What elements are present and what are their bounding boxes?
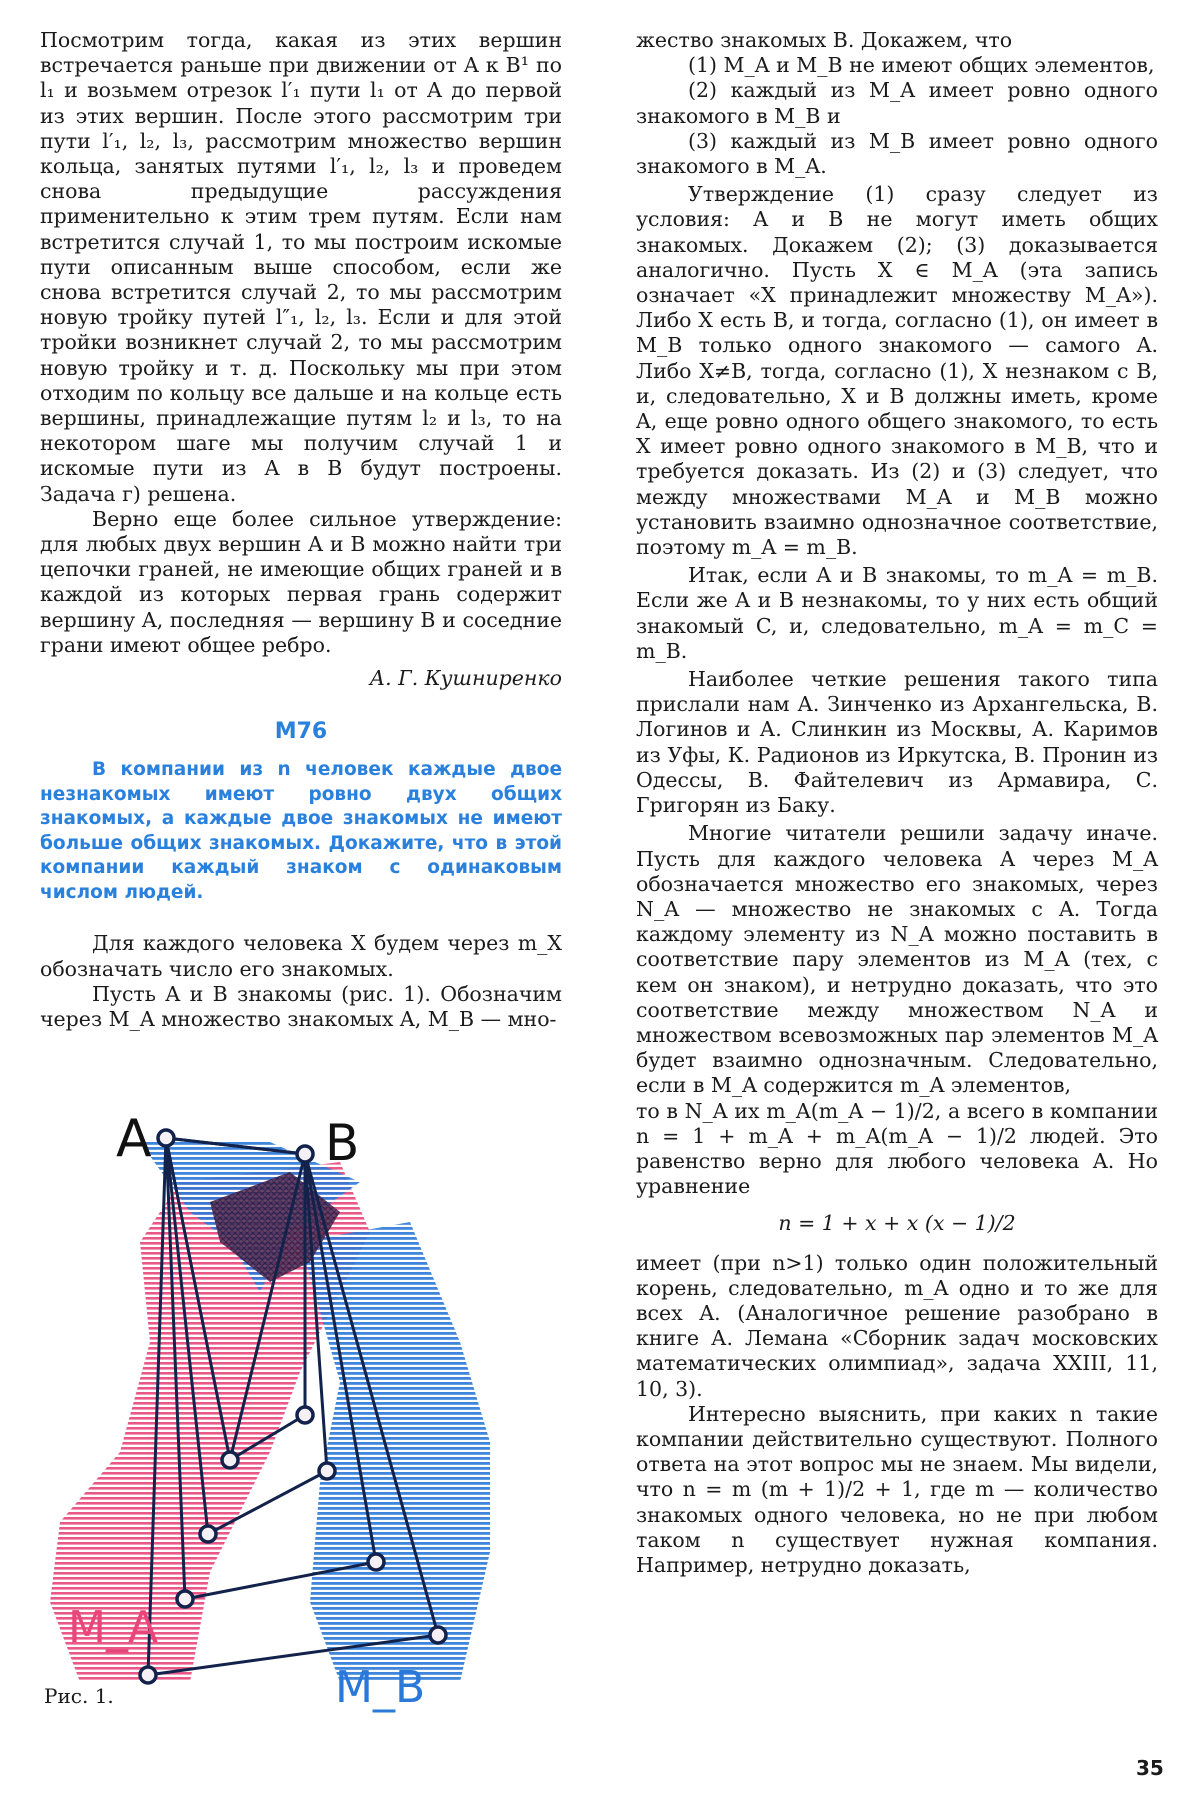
paragraph-alt-solution: Многие читатели решили задачу иначе. Пусть для каждого человека A через M_A обозначается множество его знакомых, через N_A — множество не знакомых с A. Тогда каждому элементу из N_A можно поставить в соответствие пару элементов из M_A (тех, с кем он знаком), и нетрудно доказать, что это соответствие между множеством N_A и множеством всевозможных пар элементов M_A будет взаимно однозначным. Следовательно, если в M_A содержится m_A элементов, [636, 821, 1158, 1098]
paragraph-solvers: Наиболее четкие решения такого типа прислали нам А. Зинченко из Архангельска, В. Логинов и А. Слинкин из Москвы, А. Каримов из Уфы, К. Радионов из Иркутска, В. Пронин из Одессы, В. Файтелевич из Армавира, С. Григорян из Баку. [636, 667, 1158, 818]
problem-statement: В компании из n человек каждые двое незнакомых имеют ровно двух общих знакомых, а каждые двое знакомых не имеют больше общих знакомых. Докажите, что в этой компании каждый знаком с одинаковым числом людей. [40, 759, 562, 903]
paragraph-alt-solution-cont: то в N_A их m_A(m_A − 1)/2, а всего в компании n = 1 + m_A + m_A(m_A − 1)/2 людей. Это равенство верно для любого человека A. Но уравнение [636, 1098, 1158, 1199]
paragraph-setup: Пусть A и B знакомы (рис. 1). Обозначим через M_A множество знакомых A, M_B — мно- [40, 981, 562, 1032]
label-a: A [116, 1109, 152, 1169]
paragraph-root: имеет (при n>1) только один положительный корень, следовательно, m_A одно и то же для всех A. (Аналогичное решение разобрано в книге А. Лемана «Сборник задач московских математических олимпиад», задача XXIII, 11, 10, 3). [636, 1250, 1158, 1401]
paragraph-stronger-claim: Верно еще более сильное утверждение: для любых двух вершин A и B можно найти три цепочки граней, не имеющие общих граней и в каждой из которых первая грань содержит вершину A, последняя — вершину B и соседние грани имеют общее ребро. [40, 506, 562, 657]
paragraph-existence: Интересно выяснить, при каких n такие компании действительно существуют. Полного ответа на этот вопрос мы не знаем. Мы видели, что n = m (m + 1)/2 + 1, где m — количество знакомых одного человека, но не при любом таком n существует нужная компания. Например, нетрудно доказать, [636, 1401, 1158, 1577]
label-mb: M_B [335, 1662, 426, 1713]
claim-2: (2) каждый из M_A имеет ровно одного знакомого в M_B и [636, 78, 1158, 128]
label-ma: M_A [68, 1602, 159, 1653]
paragraph-continuation: Посмотрим тогда, какая из этих вершин встречается раньше при движении от A к B¹ по l₁ и возьмем отрезок l′₁ пути l₁ от A до первой из этих вершин. После этого рассмотрим три пути l′₁, l₂, l₃, рассмотрим множество вершин кольца, занятых путями l′₁, l₂, l₃ и проведем снова предыдущие рассуждения применительно к этим трем путям. Если нам встретится случай 1, то мы построим искомые пути описанным выше способом, если же снова встретится случай 2, то мы рассмотрим новую тройку путей l″₁, l₂, l₃. Если и для этой тройки возникнет случай 2, то мы рассмотрим новую тройку и т. д. Поскольку мы при этом отходим по кольцу все дальше и на кольце есть вершины, принадлежащие путям l₂ и l₃, то на некотором шаге мы получим случай 1 и искомые пути из A в B будут построены. Задача г) решена. [40, 28, 562, 506]
paragraph-continuation-right: жество знакомых B. Докажем, что [636, 28, 1013, 52]
figure-caption: Рис. 1. [44, 1684, 114, 1708]
paragraph-conclusion: Итак, если A и B знакомы, то m_A = m_B. Если же A и B незнакомы, то у них есть общий знакомый C, и, следовательно, m_A = m_C = m_B. [636, 563, 1158, 663]
right-column [636, 28, 1158, 1578]
author-signature: А. Г. Кушниренко [369, 666, 562, 691]
problem-title: М76 [274, 719, 328, 745]
claim-3: (3) каждый из M_B имеет ровно одного знакомого в M_A. [636, 128, 1158, 179]
claim-1: (1) M_A и M_B не имеют общих элементов, [688, 53, 1155, 78]
left-column [40, 28, 562, 1032]
paragraph-notation: Для каждого человека X будем через m_X обозначать число его знакомых. [40, 931, 562, 981]
page-number: 35 [1136, 1756, 1164, 1780]
formula-equation: n = 1 + x + x (x − 1)/2 [778, 1211, 1016, 1236]
label-b: B [325, 1114, 360, 1172]
paragraph-proof: Утверждение (1) сразу следует из условия: A и B не могут иметь общих знакомых. Докажем (2); (3) доказывается аналогично. Пусть X ∈ M_A (эта запись означает «X принадлежит множеству M_A»). Либо X есть B, и тогда, согласно (1), он имеет в M_B только одного знакомого — самого A. Либо X≠B, тогда, согласно (1), X незнаком с B, и, следовательно, X и B должны иметь, кроме A, еще ровно одного общего знакомого, то есть X имеет ровно одного знакомого в M_B, что и требуется доказать. Из (2) и (3) следует, что между множествами M_A и M_B можно установить взаимно однозначное соответствие, поэтому m_A = m_B. [636, 182, 1158, 560]
